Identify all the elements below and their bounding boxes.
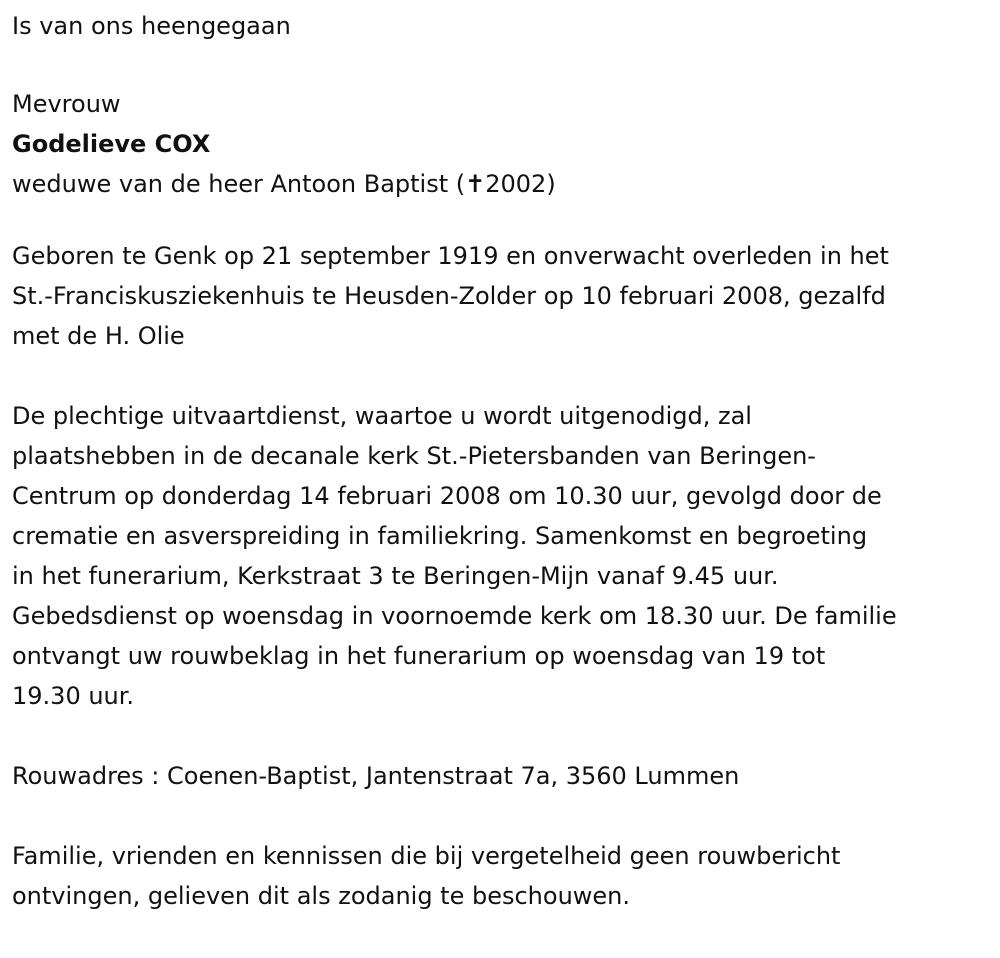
closing-line-1: Familie, vrienden en kennissen die bij vergetelheid geen rouwbericht [12, 842, 841, 870]
closing-line-2: ontvingen, gelieven dit als zodanig te beschouwen. [12, 882, 631, 910]
intro-text: Is van ons heengegaan [12, 12, 291, 40]
service-line-5: in het funerarium, Kerkstraat 3 te Beringen-Mijn vanaf 9.45 uur. [12, 562, 779, 590]
birth-death-paragraph [12, 236, 988, 356]
service-line-4: crematie en asverspreiding in familiekring. Samenkomst en begroeting [12, 522, 868, 550]
service-line-2: plaatshebben in de decanale kerk St.-Pietersbanden van Beringen- [12, 442, 816, 470]
widow-year: 2002) [485, 170, 556, 198]
service-line-7: ontvangt uw rouwbeklag in het funerarium op woensdag van 19 tot [12, 642, 826, 670]
spacer [12, 44, 988, 84]
title-prefix: Mevrouw [12, 90, 121, 118]
widow-text: weduwe van de heer Antoon Baptist ( [12, 170, 466, 198]
spacer [12, 716, 988, 756]
closing-paragraph [12, 836, 988, 916]
deceased-name: Godelieve COX [12, 130, 211, 158]
spacer [12, 204, 988, 236]
funeral-service-paragraph [12, 396, 988, 716]
service-line-3: Centrum op donderdag 14 februari 2008 om 10.30 uur, gevolgd door de [12, 482, 882, 510]
spacer [12, 796, 988, 836]
birth-line-3: met de H. Olie [12, 322, 185, 350]
birth-line-1: Geboren te Genk op 21 september 1919 en onverwacht overleden in het [12, 242, 889, 270]
service-line-1: De plechtige uitvaartdienst, waartoe u wordt uitgenodigd, zal [12, 402, 752, 430]
widow-of-line [12, 164, 988, 204]
cross-icon: ✝ [465, 170, 486, 198]
service-line-6: Gebedsdienst op woensdag in voornoemde kerk om 18.30 uur. De familie [12, 602, 897, 630]
birth-line-2: St.-Franciskusziekenhuis te Heusden-Zolder op 10 februari 2008, gezalfd [12, 282, 886, 310]
service-line-8: 19.30 uur. [12, 682, 135, 710]
spacer [12, 356, 988, 396]
mourning-address: Rouwadres : Coenen-Baptist, Jantenstraat 7a, 3560 Lummen [12, 762, 740, 790]
